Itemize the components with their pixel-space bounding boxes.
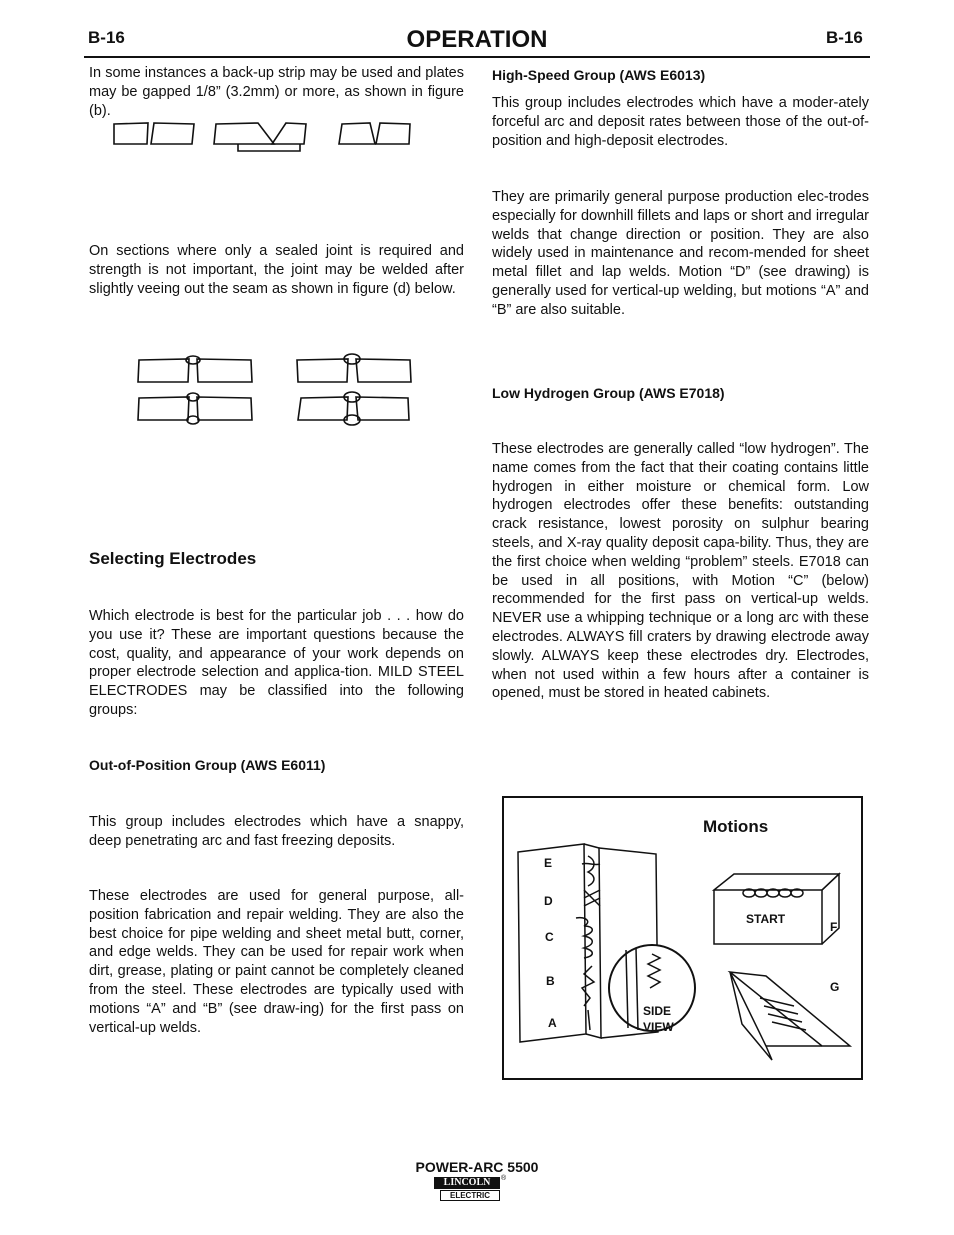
motions-drawing [504, 798, 860, 1077]
motion-label-f: F [830, 920, 838, 934]
page-number-left: B-16 [88, 28, 125, 47]
selecting-electrodes-heading: Selecting Electrodes [89, 549, 257, 568]
paragraph-oop-1: This group includes electrodes which have a snappy, deep penetrating arc and fast freezing deposits. [89, 814, 464, 849]
side-view-label-1: SIDE [643, 1004, 672, 1018]
paragraph-high-speed-2: They are primarily general purpose production elec-trodes especially for downhill fillets and laps or short and irregular welds that change direction or position. They are also widely used in maintenance and recom-mended for sheet metal fillet and lap welds. Motion “D” (see drawing) is generally used for vertical-up welding, but motions “A” and “B” are also suitable. [492, 189, 869, 318]
high-speed-heading: High-Speed Group (AWS E6013) [492, 67, 706, 83]
paragraph-low-hydrogen: These electrodes are generally called “low hydrogen”. The name comes from the fact that their coating contains little hydrogen in either moisture or chemical form. Low hydrogen electrodes offer these benefits: outstanding crack resistance, lowest porosity on sulphur bearing steels, and X-ray quality deposit capa-bility. Thus, they are the first choice when welding “problem” steels. E7018 can be used in all positions, with Motion “C” (below) recommended for the first pass on vertical-up welds. NEVER use a whipping technique or a long arc with these electrodes. ALWAYS fill craters by drawing electrode away slowly. ALWAYS keep these electrodes dry. Electrodes, when not used within a few hours after a container is opened, must be stored in heated cabinets. [492, 441, 869, 702]
paragraph-backup-strip: In some instances a back-up strip may be used and plates may be gapped 1/8” (3.2mm) or more, as shown in figure (b). [89, 65, 464, 119]
joint-figure-b [110, 118, 420, 162]
lincoln-electric-logo [434, 1177, 508, 1203]
motions-title: Motions [703, 817, 769, 836]
paragraph-sealed-joint: On sections where only a sealed joint is required and strength is not important, the joint may be welded after slightly veeing out the seam as shown in figure (d) below. [89, 243, 464, 297]
motion-label-g: G [830, 980, 840, 994]
side-view-label-2: VIEW [643, 1020, 674, 1034]
paragraph-which-electrode: Which electrode is best for the particular job . . . how do you use it? These are important questions because the cost, quality, and appearance of your work depends on proper electrode selection and applica-tion. MILD STEEL ELECTRODES may be classified into the following groups: [89, 608, 464, 718]
motion-label-c: C [545, 930, 554, 944]
joint-figure-d [134, 352, 419, 436]
page-number-right: B-16 [826, 28, 863, 47]
logo-registered-mark: ® [501, 1175, 507, 1182]
out-of-position-heading: Out-of-Position Group (AWS E6011) [89, 757, 326, 773]
start-label: START [746, 912, 786, 926]
motion-label-a: A [548, 1016, 557, 1030]
paragraph-high-speed-1: This group includes electrodes which have a moder-ately forceful arc and deposit rates between those of the out-of-position and high-deposit electrodes. [492, 95, 869, 149]
low-hydrogen-heading: Low Hydrogen Group (AWS E7018) [492, 385, 725, 401]
motions-figure [502, 796, 863, 1080]
motion-label-b: B [546, 974, 555, 988]
header-rule [84, 56, 870, 58]
logo-bottom-text: ELECTRIC [440, 1190, 500, 1201]
motion-label-e: E [544, 856, 553, 870]
paragraph-oop-2: These electrodes are used for general purpose, all-position fabrication and repair welding. They are also the best choice for pipe welding and sheet metal butt, corner, and edge welds. They can be used for repair work when dirt, grease, plating or paint cannot be completely cleaned from the steel. These electrodes are typically used with motions “A” and “B” (see draw-ing) for the first pass on vertical-up welds. [89, 888, 464, 1036]
motion-label-d: D [544, 894, 553, 908]
page-title: OPERATION [406, 26, 548, 53]
footer-model-name: POWER-ARC 5500 [415, 1159, 539, 1175]
logo-top-text: LINCOLN [434, 1177, 500, 1189]
